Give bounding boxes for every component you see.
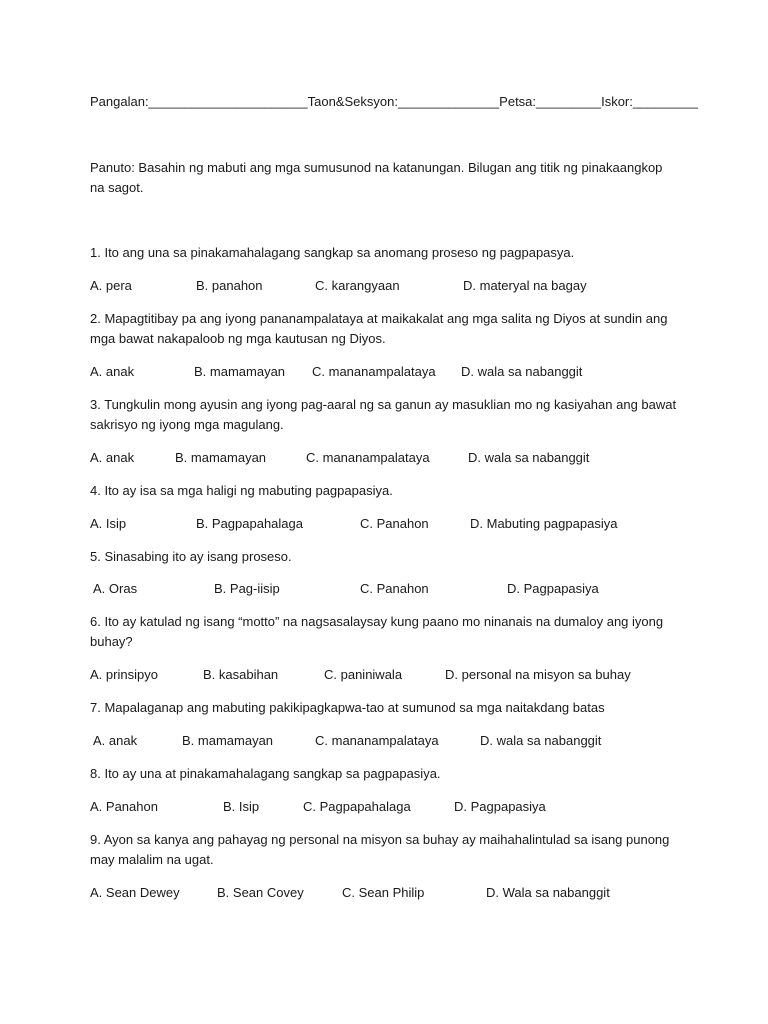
option-b[interactable]: B. panahon [196,278,263,293]
option-a[interactable]: A. prinsipyo [90,667,158,682]
option-d[interactable]: D. wala sa nabanggit [461,364,583,379]
option-a[interactable]: A. pera [90,278,132,293]
question-9: 9. Ayon sa kanya ang pahayag ng personal na misyon sa buhay ay maihahalintulad sa isang punong may malalim na ugat. [90,832,670,867]
question-7: 7. Mapalaganap ang mabuting pakikipagkapwa-tao at sumunod sa mga naitakdang batas [90,700,605,715]
option-b[interactable]: B. kasabihan [203,667,279,682]
option-a[interactable]: A. Sean Dewey [90,885,180,900]
question-1-options [90,276,690,296]
option-b[interactable]: B. mamamayan [182,733,274,748]
question-4: 4. Ito ay isa sa mga haligi ng mabuting pagpapasiya. [90,483,393,498]
option-c[interactable]: C. Panahon [360,516,429,531]
question-7-options [90,731,690,751]
option-c[interactable]: C. mananampalataya [315,733,439,748]
question-2: 2. Mapagtitibay pa ang iyong pananampalataya at maikakalat ang mga salita ng Diyos at sundin ang mga bawat nakapaloob ng mga kautusan ng Diyos. [90,311,668,346]
question-3: 3. Tungkulin mong ayusin ang iyong pag-aaral ng sa ganun ay masuklian mo ng kasiyahan ang bawat sakrisyo ng iyong mga magulang. [90,397,677,432]
option-c[interactable]: C. paniniwala [324,667,403,682]
option-c[interactable]: C. karangyaan [315,278,400,293]
instructions: Panuto: Basahin ng mabuti ang mga sumusunod na katanungan. Bilugan ang titik ng pinakaangkop na sagot. [90,160,663,195]
question-9-options [90,883,690,903]
question-1: 1. Ito ang una sa pinakamahalagang sangkap sa anomang proseso ng pagpapasya. [90,245,575,260]
option-d[interactable]: D. personal na misyon sa buhay [445,667,631,682]
option-d[interactable]: D. Wala sa nabanggit [486,885,610,900]
question-6-options [90,665,690,685]
option-a[interactable]: A. anak [90,364,135,379]
question-8: 8. Ito ay una at pinakamahalagang sangkap sa pagpapasiya. [90,766,441,781]
option-b[interactable]: B. Pagpapahalaga [196,516,303,531]
option-c[interactable]: C. mananampalataya [312,364,436,379]
question-3-options [90,448,690,468]
question-5: 5. Sinasabing ito ay isang proseso. [90,549,292,564]
option-d[interactable]: D. Pagpapasiya [507,581,599,596]
option-d[interactable]: D. Mabuting pagpapasiya [470,516,618,531]
option-c[interactable]: C. Sean Philip [342,885,425,900]
question-6: 6. Ito ay katulad ng isang “motto” na nagsasalaysay kung paano mo ninanais na dumaloy ang iyong buhay? [90,614,664,649]
question-5-options [90,579,690,599]
option-a[interactable]: A. Isip [90,516,127,531]
question-4-options [90,514,690,534]
option-b[interactable]: B. Pag-iisip [214,581,280,596]
option-d[interactable]: D. wala sa nabanggit [480,733,602,748]
question-8-options [90,797,690,817]
option-b[interactable]: B. mamamayan [194,364,286,379]
option-a[interactable]: A. anak [93,733,138,748]
option-b[interactable]: B. Isip [223,799,260,814]
option-b[interactable]: B. mamamayan [175,450,267,465]
option-a[interactable]: A. Panahon [90,799,158,814]
option-d[interactable]: D. wala sa nabanggit [468,450,590,465]
student-info-header: Pangalan:______________________Taon&Seksyon:______________Petsa:_________Iskor:_________ [90,94,698,109]
option-c[interactable]: C. mananampalataya [306,450,430,465]
option-c[interactable]: C. Panahon [360,581,429,596]
option-d[interactable]: D. materyal na bagay [463,278,587,293]
option-a[interactable]: A. Oras [93,581,138,596]
option-c[interactable]: C. Pagpapahalaga [303,799,411,814]
option-a[interactable]: A. anak [90,450,135,465]
option-d[interactable]: D. Pagpapasiya [454,799,546,814]
option-b[interactable]: B. Sean Covey [217,885,304,900]
question-2-options [90,362,690,382]
